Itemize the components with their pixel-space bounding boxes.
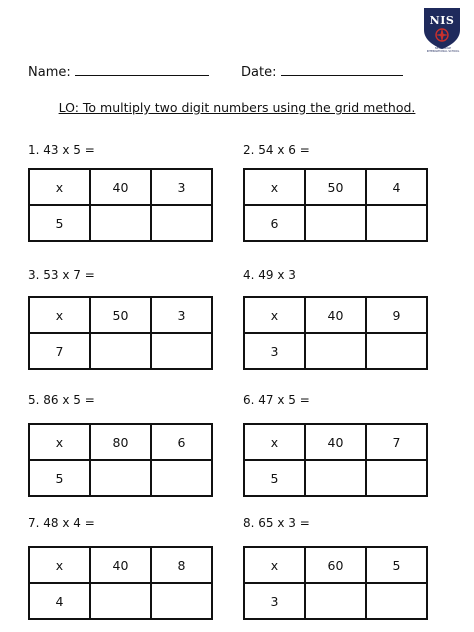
grid-answer-tens[interactable] bbox=[305, 205, 366, 241]
grid-ones: 7 bbox=[366, 424, 427, 460]
grid-answer-ones[interactable] bbox=[366, 583, 427, 619]
grid-ones: 4 bbox=[366, 169, 427, 205]
grid-tens: 50 bbox=[90, 297, 151, 333]
problem-title: 5. 86 x 5 = bbox=[28, 393, 95, 407]
grid-answer-tens[interactable] bbox=[90, 333, 151, 369]
grid-tens: 60 bbox=[305, 547, 366, 583]
multiplication-grid bbox=[243, 546, 428, 620]
multiplication-grid bbox=[28, 546, 213, 620]
grid-operator: x bbox=[244, 297, 305, 333]
grid-tens: 40 bbox=[90, 547, 151, 583]
grid-multiplier: 7 bbox=[29, 333, 90, 369]
grid-ones: 5 bbox=[366, 547, 427, 583]
grid-ones: 6 bbox=[151, 424, 212, 460]
grid-answer-ones[interactable] bbox=[366, 460, 427, 496]
school-logo bbox=[422, 6, 462, 50]
grid-tens: 50 bbox=[305, 169, 366, 205]
date-line[interactable] bbox=[281, 64, 403, 76]
date-field[interactable] bbox=[241, 64, 403, 80]
learning-objective: LO: To multiply two digit numbers using the grid method. bbox=[58, 100, 416, 115]
problem-title: 6. 47 x 5 = bbox=[243, 393, 310, 407]
grid-answer-ones[interactable] bbox=[366, 333, 427, 369]
grid-answer-ones[interactable] bbox=[151, 205, 212, 241]
grid-tens: 40 bbox=[305, 297, 366, 333]
grid-ones: 8 bbox=[151, 547, 212, 583]
grid-tens: 40 bbox=[305, 424, 366, 460]
problem-title: 2. 54 x 6 = bbox=[243, 143, 310, 157]
multiplication-grid bbox=[28, 296, 213, 370]
multiplication-grid bbox=[243, 168, 428, 242]
grid-ones: 3 bbox=[151, 297, 212, 333]
grid-answer-ones[interactable] bbox=[366, 205, 427, 241]
grid-multiplier: 5 bbox=[244, 460, 305, 496]
name-line[interactable] bbox=[75, 64, 209, 76]
grid-operator: x bbox=[244, 547, 305, 583]
grid-tens: 80 bbox=[90, 424, 151, 460]
multiplication-grid bbox=[28, 423, 213, 497]
grid-ones: 9 bbox=[366, 297, 427, 333]
grid-answer-tens[interactable] bbox=[90, 583, 151, 619]
name-field[interactable] bbox=[28, 64, 209, 80]
logo-subtitle: NEWBRIDGE INTERNATIONAL SCHOOL bbox=[426, 47, 460, 53]
grid-answer-ones[interactable] bbox=[151, 333, 212, 369]
grid-operator: x bbox=[29, 169, 90, 205]
logo-text: NIS bbox=[429, 14, 455, 27]
grid-multiplier: 4 bbox=[29, 583, 90, 619]
problem-title: 8. 65 x 3 = bbox=[243, 516, 310, 530]
problem-title: 1. 43 x 5 = bbox=[28, 143, 95, 157]
problem-title: 3. 53 x 7 = bbox=[28, 268, 95, 282]
grid-operator: x bbox=[29, 424, 90, 460]
grid-answer-ones[interactable] bbox=[151, 583, 212, 619]
grid-tens: 40 bbox=[90, 169, 151, 205]
multiplication-grid bbox=[243, 423, 428, 497]
grid-answer-tens[interactable] bbox=[305, 333, 366, 369]
name-label: Name: bbox=[28, 65, 71, 80]
grid-operator: x bbox=[29, 297, 90, 333]
multiplication-grid bbox=[243, 296, 428, 370]
grid-operator: x bbox=[29, 547, 90, 583]
problem-title: 4. 49 x 3 bbox=[243, 268, 296, 282]
grid-ones: 3 bbox=[151, 169, 212, 205]
grid-multiplier: 3 bbox=[244, 583, 305, 619]
grid-operator: x bbox=[244, 424, 305, 460]
grid-answer-ones[interactable] bbox=[151, 460, 212, 496]
grid-operator: x bbox=[244, 169, 305, 205]
grid-answer-tens[interactable] bbox=[90, 460, 151, 496]
grid-answer-tens[interactable] bbox=[305, 583, 366, 619]
grid-multiplier: 3 bbox=[244, 333, 305, 369]
grid-answer-tens[interactable] bbox=[305, 460, 366, 496]
date-label: Date: bbox=[241, 65, 277, 80]
grid-multiplier: 6 bbox=[244, 205, 305, 241]
shield-icon bbox=[422, 6, 462, 50]
grid-multiplier: 5 bbox=[29, 460, 90, 496]
multiplication-grid bbox=[28, 168, 213, 242]
grid-multiplier: 5 bbox=[29, 205, 90, 241]
problem-title: 7. 48 x 4 = bbox=[28, 516, 95, 530]
grid-answer-tens[interactable] bbox=[90, 205, 151, 241]
